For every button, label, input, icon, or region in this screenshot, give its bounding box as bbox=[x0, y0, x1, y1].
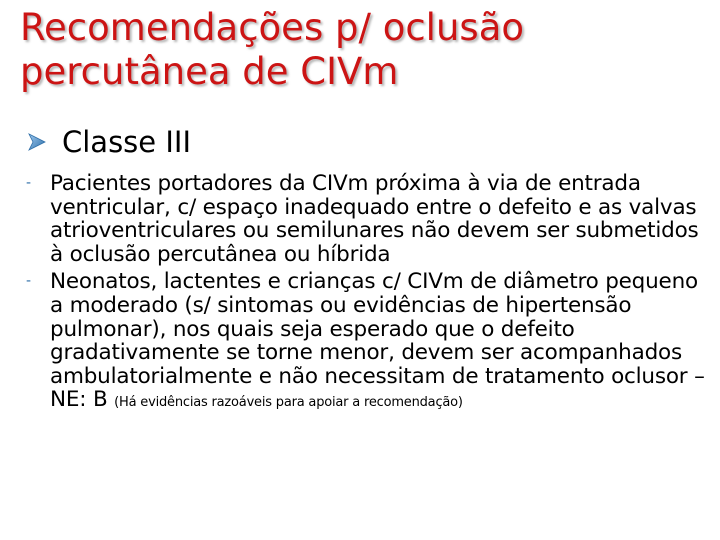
list-item-text bbox=[50, 270, 710, 412]
dash-marker: - bbox=[26, 273, 32, 290]
slide-title-line-2: percutânea de CIVm bbox=[20, 50, 399, 93]
list-item bbox=[26, 270, 710, 412]
arrow-right-icon bbox=[28, 133, 46, 151]
slide-title bbox=[20, 6, 710, 94]
evidence-note: (Há evidências razoáveis para apoiar a recomendação) bbox=[114, 395, 463, 411]
bullet-classe bbox=[28, 122, 191, 162]
dash-marker: - bbox=[26, 175, 32, 191]
list-item bbox=[26, 172, 710, 266]
recommendation-list bbox=[26, 172, 710, 416]
bullet-classe-label: Classe III bbox=[62, 125, 192, 159]
list-item-text: Pacientes portadores da CIVm próxima à via de entrada ventricular, c/ espaço inadequado entre o defeito e as valvas atrioventriculares ou semilunares não devem ser submetidos à oclusão percutânea ou híbrida bbox=[50, 171, 699, 267]
list-item-main-text: Neonatos, lactentes e crianças c/ CIVm de diâmetro pequeno a moderado (s/ sintomas ou evidências de hipertensão pulmonar), nos quais seja esperado que o defeito gradativamente se torne menor, devem ser acompanhados ambulatorialmente e não necessitam de tratamento oclusor – NE: B bbox=[50, 269, 705, 413]
slide-title-line-1: Recomendações p/ oclusão bbox=[20, 6, 524, 49]
